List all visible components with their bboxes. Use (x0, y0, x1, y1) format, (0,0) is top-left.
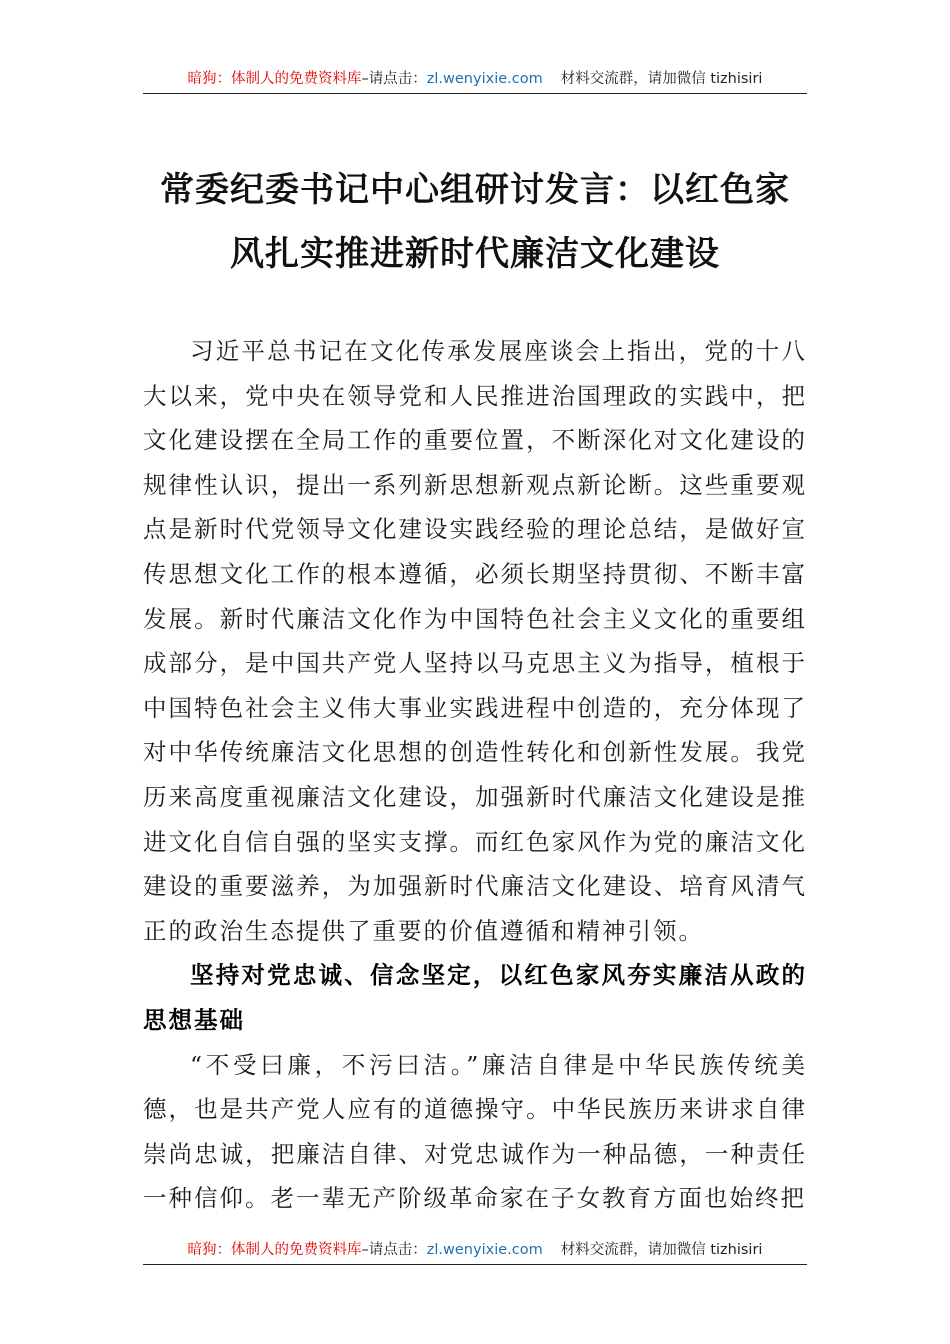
paragraph-intro: 习近平总书记在文化传承发展座谈会上指出，党的十八大以来，党中央在领导党和人民推进治国理政的实践中，把文化建设摆在全局工作的重要位置，不断深化对文化建设的规律性认识，提出一系列新思想新观点新论断。这些重要观点是新时代党领导文化建设实践经验的理论总结，是做好宣传思想文化工作的根本遵循，必须长期坚持贯彻、不断丰富发展。新时代廉洁文化作为中国特色社会主义文化的重要组成部分，是中国共产党人坚持以马克思主义为指导，植根于中国特色社会主义伟大事业实践进程中创造的，充分体现了对中华传统廉洁文化思想的创造性转化和创新性发展。我党历来高度重视廉洁文化建设，加强新时代廉洁文化建设是推进文化自信自强的坚实支撑。而红色家风作为党的廉洁文化建设的重要滋养，为加强新时代廉洁文化建设、培育风清气正的政治生态提供了重要的价值遵循和精神引领。 (143, 337, 807, 945)
footer-site-name: 暗狗：体制人的免费资料库 (187, 1242, 362, 1258)
header-banner (143, 68, 807, 94)
title-line-1: 常委纪委书记中心组研讨发言：以红色家 (160, 170, 790, 210)
document-title (143, 158, 807, 286)
banner-site-name: 暗狗：体制人的免费资料库 (187, 71, 362, 87)
footer-banner (143, 1239, 807, 1265)
footer-wechat-note: 材料交流群，请加微信 tizhisiri (560, 1242, 763, 1258)
banner-url-link[interactable]: zl.wenyixie.com (426, 71, 543, 87)
section-heading: 坚持对党忠诚、信念坚定，以红色家风夯实廉洁从政的思想基础 (143, 961, 807, 1034)
footer-url-link[interactable]: zl.wenyixie.com (426, 1242, 543, 1258)
paragraph-section-1: “不受曰廉，不污曰洁。”廉洁自律是中华民族传统美德，也是共产党人应有的道德操守。中华民族历来讲求自律崇尚忠诚，把廉洁自律、对党忠诚作为一种品德，一种责任一种信仰。老一辈无产阶级革命家在子女教育方面也始终把 (143, 1050, 807, 1213)
banner-wechat-note: 材料交流群，请加微信 tizhisiri (560, 71, 763, 87)
banner-click-prompt: –请点击： (361, 71, 427, 87)
footer-click-prompt: –请点击： (361, 1242, 427, 1258)
title-line-2: 风扎实推进新时代廉洁文化建设 (230, 234, 720, 274)
document-body (143, 329, 807, 1221)
